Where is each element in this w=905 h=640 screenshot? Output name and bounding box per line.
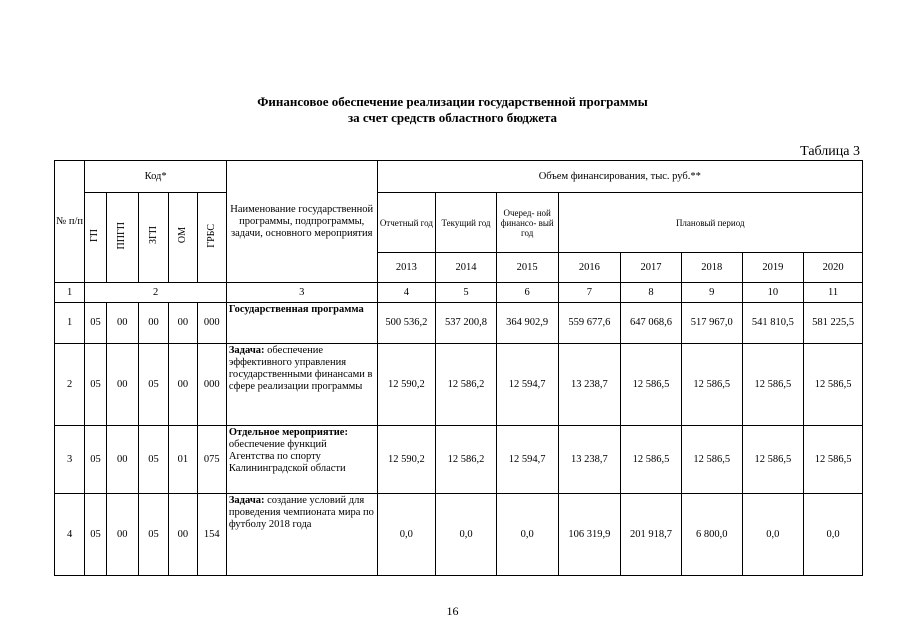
code-cell: 000 <box>197 303 226 344</box>
table-caption: Таблица 3 <box>800 144 860 159</box>
year-cell: 2014 <box>436 253 497 283</box>
header-num <box>55 161 85 283</box>
row-name-text: создание условий для проведения чемпионата мира по футболу 2018 года <box>228 495 374 530</box>
header-row-2 <box>55 193 863 253</box>
value-cell: 6 800,0 <box>681 494 742 576</box>
colnum-cell: 10 <box>742 283 804 303</box>
year-cell: 2018 <box>681 253 742 283</box>
funding-table <box>54 160 863 576</box>
value-cell: 0,0 <box>496 494 558 576</box>
row-name-text: обеспечение эффективного управления государственными финансами в сфере реализации программы <box>228 345 373 392</box>
value-cell: 12 586,2 <box>436 426 497 494</box>
header-code-grbs-label: ГРБС <box>205 223 217 248</box>
value-cell: 0,0 <box>742 494 804 576</box>
document-title-line-1: Финансовое обеспечение реализации государственной программы <box>257 94 648 109</box>
table-row <box>55 303 863 344</box>
value-cell: 517 967,0 <box>681 303 742 344</box>
row-name-bold: Государственная программа <box>228 304 364 315</box>
value-cell: 0,0 <box>377 494 436 576</box>
colnum-cell: 1 <box>55 283 85 303</box>
value-cell: 647 068,6 <box>621 303 682 344</box>
value-cell: 500 536,2 <box>377 303 436 344</box>
header-code-grbs <box>197 193 226 283</box>
value-cell: 12 586,5 <box>742 426 804 494</box>
value-cell: 581 225,5 <box>804 303 863 344</box>
code-cell: 00 <box>106 426 138 494</box>
code-cell: 05 <box>138 426 168 494</box>
header-code-ppgp-label: ППГП <box>116 221 128 250</box>
value-cell: 0,0 <box>436 494 497 576</box>
header-funding: Объем финансирования, тыс. руб.** <box>377 161 862 193</box>
code-cell: 01 <box>169 426 197 494</box>
year-cell: 2016 <box>558 253 621 283</box>
code-cell: 05 <box>85 303 106 344</box>
value-cell: 12 586,5 <box>742 344 804 426</box>
colnum-cell: 9 <box>681 283 742 303</box>
row-name <box>226 494 377 576</box>
header-code-gp <box>85 193 106 283</box>
row-number: 1 <box>55 303 85 344</box>
value-cell: 364 902,9 <box>496 303 558 344</box>
header-name: Наименование государственной программы, подпрограммы, задачи, основного мероприятия <box>226 161 377 283</box>
value-cell: 537 200,8 <box>436 303 497 344</box>
header-code-om <box>169 193 197 283</box>
table-row <box>55 344 863 426</box>
value-cell: 12 590,2 <box>377 426 436 494</box>
row-number: 2 <box>55 344 85 426</box>
row-name-bold: Задача: <box>228 495 265 506</box>
value-cell: 13 238,7 <box>558 344 621 426</box>
year-cell: 2013 <box>377 253 436 283</box>
code-cell: 05 <box>85 344 106 426</box>
header-reported-year: Отчетный год <box>377 193 436 253</box>
value-cell: 106 319,9 <box>558 494 621 576</box>
code-cell: 00 <box>169 344 197 426</box>
year-cell: 2019 <box>742 253 804 283</box>
value-cell: 12 586,5 <box>804 344 863 426</box>
colnum-cell: 7 <box>558 283 621 303</box>
value-cell: 12 586,5 <box>804 426 863 494</box>
value-cell: 12 586,5 <box>681 426 742 494</box>
row-name-bold: Отдельное мероприятие: <box>228 427 348 438</box>
row-number: 3 <box>55 426 85 494</box>
code-cell: 05 <box>85 426 106 494</box>
header-num-label: № п/п <box>56 215 84 227</box>
value-cell: 12 586,5 <box>621 344 682 426</box>
page-number: 16 <box>446 604 459 618</box>
header-code-zgp <box>138 193 168 283</box>
header-code-ppgp <box>106 193 138 283</box>
row-number: 4 <box>55 494 85 576</box>
code-cell: 000 <box>197 344 226 426</box>
code-cell: 05 <box>138 494 168 576</box>
code-cell: 00 <box>106 344 138 426</box>
code-cell: 154 <box>197 494 226 576</box>
column-numbers-row <box>55 283 863 303</box>
colnum-cell: 3 <box>226 283 377 303</box>
code-cell: 05 <box>138 344 168 426</box>
value-cell: 12 586,5 <box>681 344 742 426</box>
colnum-cell: 5 <box>436 283 497 303</box>
value-cell: 559 677,6 <box>558 303 621 344</box>
code-cell: 05 <box>85 494 106 576</box>
value-cell: 201 918,7 <box>621 494 682 576</box>
value-cell: 12 594,7 <box>496 426 558 494</box>
value-cell: 12 586,2 <box>436 344 497 426</box>
header-code-om-label: ОМ <box>176 227 188 244</box>
value-cell: 12 594,7 <box>496 344 558 426</box>
code-cell: 00 <box>106 303 138 344</box>
colnum-cell: 11 <box>804 283 863 303</box>
row-name <box>226 426 377 494</box>
year-cell: 2017 <box>621 253 682 283</box>
document-title-line-2: за счет средств областного бюджета <box>347 110 558 125</box>
colnum-cell: 8 <box>621 283 682 303</box>
colnum-cell: 2 <box>85 283 227 303</box>
table-row <box>55 494 863 576</box>
code-cell: 00 <box>169 303 197 344</box>
code-cell: 00 <box>169 494 197 576</box>
code-cell: 00 <box>106 494 138 576</box>
row-name <box>226 303 377 344</box>
value-cell: 541 810,5 <box>742 303 804 344</box>
row-name <box>226 344 377 426</box>
header-code: Код* <box>85 161 227 193</box>
value-cell: 12 586,5 <box>621 426 682 494</box>
header-next-year: Очеред- ной финансо- вый год <box>496 193 558 253</box>
row-name-text: обеспечение функций Агентства по спорту Калининградской области <box>228 439 346 474</box>
header-current-year: Текущий год <box>436 193 497 253</box>
year-cell: 2015 <box>496 253 558 283</box>
value-cell: 13 238,7 <box>558 426 621 494</box>
value-cell: 0,0 <box>804 494 863 576</box>
value-cell: 12 590,2 <box>377 344 436 426</box>
colnum-cell: 4 <box>377 283 436 303</box>
table-row <box>55 426 863 494</box>
code-cell: 075 <box>197 426 226 494</box>
year-cell: 2020 <box>804 253 863 283</box>
colnum-cell: 6 <box>496 283 558 303</box>
row-name-bold: Задача: <box>228 345 265 356</box>
header-code-gp-label: ГП <box>89 228 101 242</box>
header-code-zgp-label: ЗГП <box>147 226 159 245</box>
header-row-1 <box>55 161 863 193</box>
code-cell: 00 <box>138 303 168 344</box>
header-planned-period: Плановый период <box>558 193 862 253</box>
